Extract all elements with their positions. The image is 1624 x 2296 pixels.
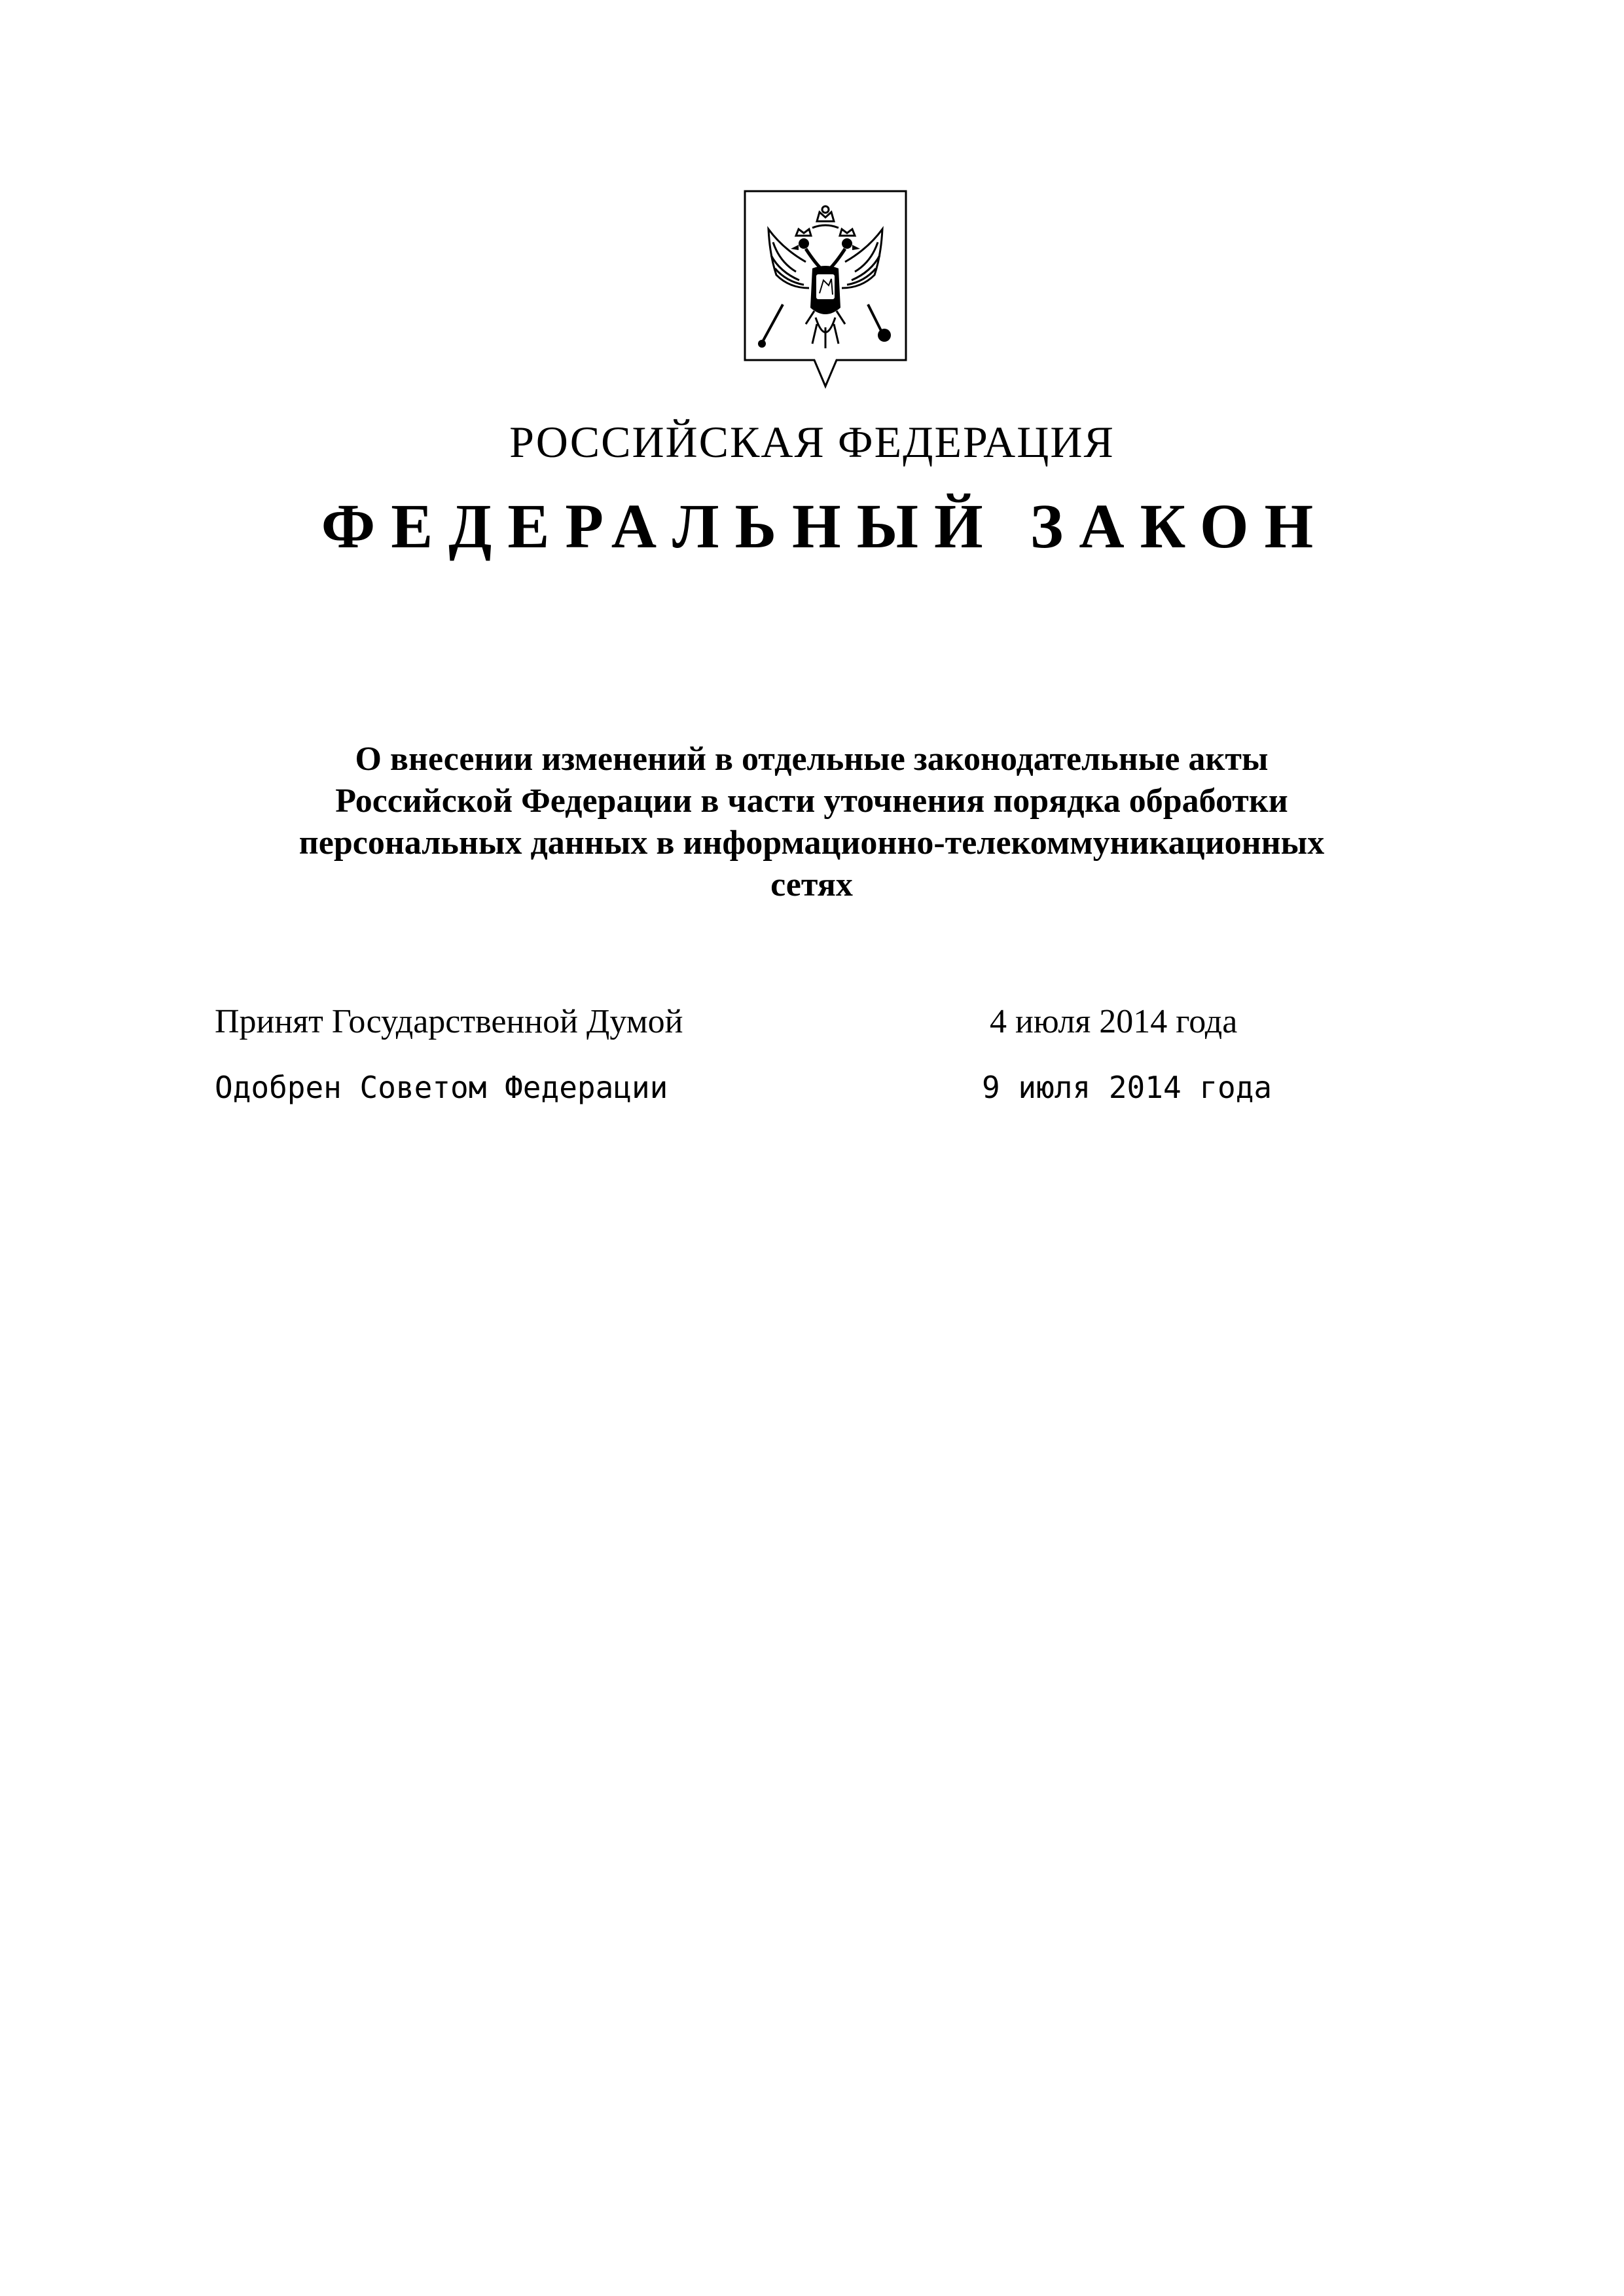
- coat-of-arms-icon: [744, 190, 907, 394]
- adoption-row-federation-council: [0, 1065, 1624, 1110]
- adoption-label: Принят Государственной Думой: [215, 1003, 683, 1040]
- country-name: РОССИЙСКАЯ ФЕДЕРАЦИЯ: [509, 417, 1115, 467]
- adoption-row-duma: [0, 999, 1624, 1045]
- adoption-date: 4 июля 2014 года: [990, 1003, 1238, 1040]
- law-title-line: сетях: [770, 866, 853, 903]
- law-title: [196, 738, 1427, 906]
- law-title-line: О внесении изменений в отдельные законодательные акты: [355, 740, 1269, 778]
- coat-of-arms-emblem: [744, 190, 907, 394]
- law-title-line: Российской Федерации в части уточнения порядка обработки: [335, 782, 1288, 820]
- adoption-label: Одобрен Советом Федерации: [215, 1070, 668, 1105]
- adoption-date: 9 июля 2014 года: [982, 1070, 1272, 1105]
- document-type: ФЕДЕРАЛЬНЫЙ ЗАКОН: [321, 491, 1329, 561]
- law-title-line: персональных данных в информационно-телекоммуникационных: [298, 824, 1325, 862]
